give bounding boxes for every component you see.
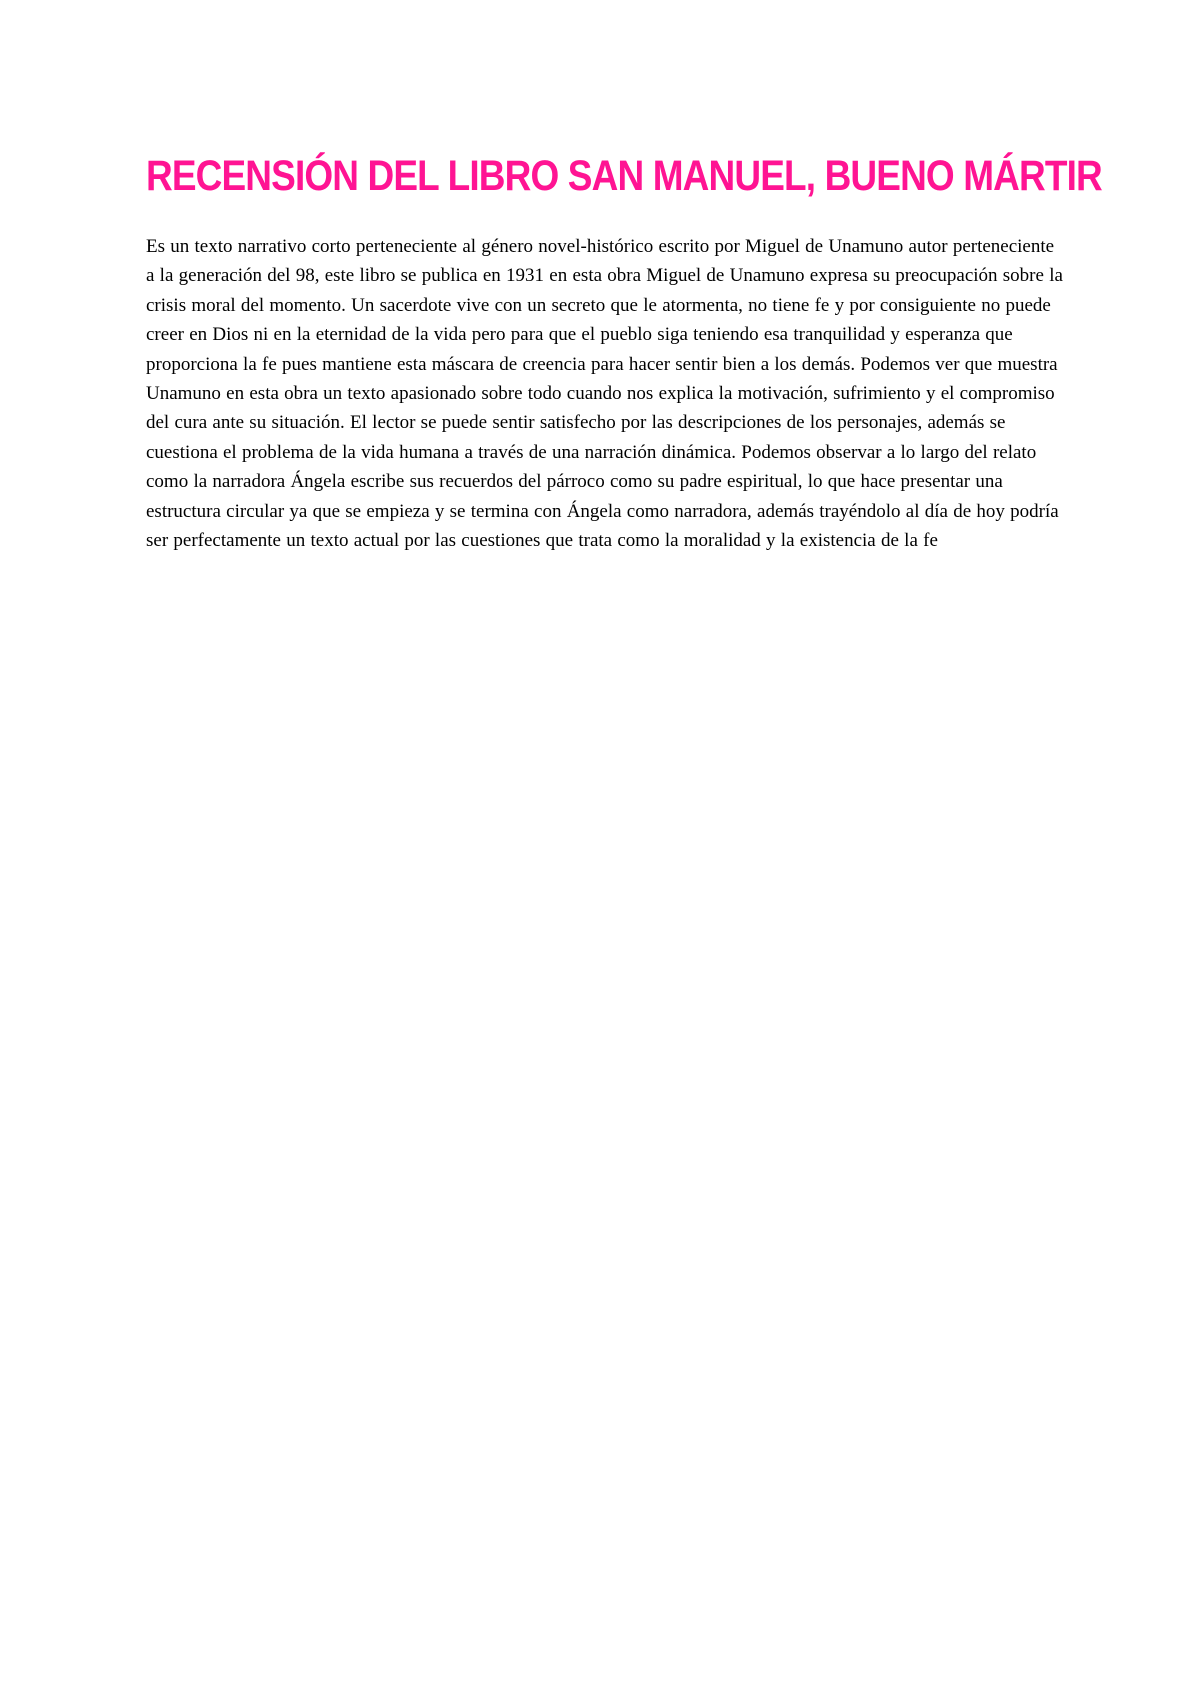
document-title: RECENSIÓN DEL LIBRO SAN MANUEL, BUENO MÁRTIR	[146, 152, 1102, 200]
document-paragraph: Es un texto narrativo corto perteneciente al género novel-histórico escrito por Miguel de Unamuno autor perteneciente a la generación del 98, este libro se publica en 1931 en esta obra Miguel de Unamuno expresa su preocupación sobre la crisis moral del momento. Un sacerdote vive con un secreto que le atormenta, no tiene fe y por consiguiente no puede creer en Dios ni en la eternidad de la vida pero para que el pueblo siga teniendo esa tranquilidad y esperanza que proporciona la fe pues mantiene esta máscara de creencia para hacer sentir bien a los demás. Podemos ver que muestra Unamuno en esta obra un texto apasionado sobre todo cuando nos explica la motivación, sufrimiento y el compromiso del cura ante su situación. El lector se puede sentir satisfecho por las descripciones de los personajes, además se cuestiona el problema de la vida humana a través de una narración dinámica. Podemos observar a lo largo del relato como la narradora Ángela escribe sus recuerdos del párroco como su padre espiritual, lo que hace presentar una estructura circular ya que se empieza y se termina con Ángela como narradora, además trayéndolo al día de hoy podría ser perfectamente un texto actual por las cuestiones que trata como la moralidad y la existencia de la fe	[146, 236, 1063, 552]
